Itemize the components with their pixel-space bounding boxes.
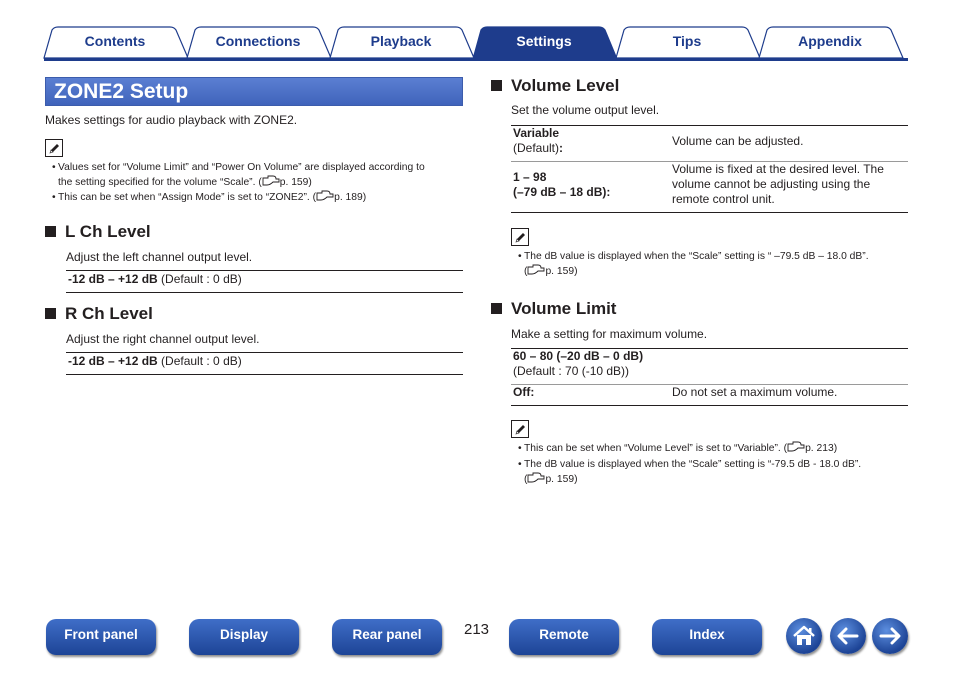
divider — [66, 352, 463, 353]
note-item — [52, 160, 425, 190]
heading-text: L Ch Level — [65, 222, 151, 241]
note-item — [518, 457, 862, 487]
volume-limit-heading — [491, 299, 616, 319]
divider — [66, 374, 463, 375]
note-line: ( — [524, 474, 528, 485]
pencil-icon — [511, 228, 529, 246]
page-title-bar — [45, 77, 463, 106]
option-name — [513, 385, 534, 400]
option-label: Off: — [513, 385, 535, 399]
option-sub-suffix: : — [559, 141, 564, 155]
l-ch-level-range — [68, 272, 242, 287]
option-label: 1 – 98 — [513, 170, 547, 184]
display-button[interactable]: Display — [189, 619, 299, 655]
option-sub: (Default) — [513, 141, 560, 155]
description-line: remote control unit. — [672, 192, 775, 206]
option-description — [672, 134, 803, 149]
description-line: volume cannot be adjusting using the — [672, 177, 871, 191]
note-item — [518, 249, 869, 279]
tab-shapes — [0, 0, 954, 64]
pencil-icon — [45, 139, 63, 157]
tab-connections[interactable]: Connections — [215, 33, 301, 49]
heading-text: Volume Level — [511, 76, 620, 95]
square-bullet-icon — [45, 226, 56, 237]
option-name — [513, 349, 643, 379]
option-sub: (Default : 70 (-10 dB)) — [513, 364, 630, 378]
r-ch-level-desc: Adjust the right channel output level. — [66, 332, 260, 346]
divider — [511, 212, 908, 213]
volume-limit-desc: Make a setting for maximum volume. — [511, 327, 708, 341]
r-ch-level-range — [68, 354, 242, 369]
bullet: • — [52, 162, 56, 173]
option-label: 60 – 80 (–20 dB – 0 dB) — [513, 349, 644, 363]
volume-level-desc: Set the volume output level. — [511, 103, 660, 117]
note-line: ( — [524, 266, 528, 277]
option-name — [513, 170, 610, 200]
option-description — [672, 162, 884, 207]
tab-playback[interactable]: Playback — [370, 33, 432, 49]
square-bullet-icon — [491, 80, 502, 91]
page-reference-icon — [527, 472, 545, 483]
heading-text: R Ch Level — [65, 304, 153, 323]
page-link[interactable]: p. 213) — [805, 443, 838, 454]
description-line: Volume is fixed at the desired level. The — [672, 162, 884, 176]
remote-button[interactable]: Remote — [509, 619, 619, 655]
page-number: 213 — [464, 621, 490, 638]
option-label: Variable — [513, 126, 560, 140]
note-line: The dB value is displayed when the “Scale” setting is “ –79.5 dB – 18.0 dB”. — [524, 251, 869, 262]
option-sub: (–79 dB – 18 dB): — [513, 185, 611, 199]
range-value: -12 dB – +12 dB — [68, 272, 158, 286]
l-ch-level-heading — [45, 222, 151, 242]
default-value: (Default : 0 dB) — [157, 354, 242, 368]
bullet: • — [52, 192, 56, 203]
square-bullet-icon — [491, 303, 502, 314]
home-icon[interactable] — [786, 618, 822, 654]
note-line: This can be set when “Volume Level” is set to “Variable”. ( — [524, 443, 788, 454]
page-title: ZONE2 Setup — [54, 80, 189, 103]
page-link[interactable]: p. 159) — [545, 474, 578, 485]
note-item — [518, 441, 838, 456]
note-line: The dB value is displayed when the “Scale” setting is “-79.5 dB - 18.0 dB”. — [524, 459, 862, 470]
divider — [66, 270, 463, 271]
r-ch-level-heading — [45, 304, 153, 324]
back-arrow-icon[interactable] — [830, 618, 866, 654]
square-bullet-icon — [45, 308, 56, 319]
description-line: Volume can be adjusted. — [672, 134, 804, 148]
page-reference-icon — [787, 441, 805, 452]
page-link[interactable]: p. 159) — [545, 266, 578, 277]
tab-settings[interactable]: Settings — [516, 33, 572, 49]
rear-panel-button[interactable]: Rear panel — [332, 619, 442, 655]
option-description: Do not set a maximum volume. — [672, 385, 838, 399]
page-reference-icon — [527, 264, 545, 275]
tab-contents[interactable]: Contents — [84, 33, 146, 49]
note-line: This can be set when “Assign Mode” is set to “ZONE2”. ( — [58, 192, 317, 203]
page-link[interactable]: p. 159) — [279, 177, 312, 188]
intro-text: Makes settings for audio playback with ZONE2. — [45, 113, 298, 127]
option-name — [513, 126, 563, 156]
index-button[interactable]: Index — [652, 619, 762, 655]
default-value: (Default : 0 dB) — [157, 272, 242, 286]
divider — [66, 292, 463, 293]
tab-tips[interactable]: Tips — [672, 33, 702, 49]
volume-level-heading — [491, 76, 619, 96]
top-tab-bar — [0, 0, 954, 64]
note-line: Values set for “Volume Limit” and “Power On Volume” are displayed according to — [58, 162, 425, 173]
divider — [511, 405, 908, 406]
bullet: • — [518, 459, 522, 470]
divider — [511, 125, 908, 126]
tab-appendix[interactable]: Appendix — [798, 33, 862, 49]
pencil-icon — [511, 420, 529, 438]
l-ch-level-desc: Adjust the left channel output level. — [66, 250, 253, 264]
forward-arrow-icon[interactable] — [872, 618, 908, 654]
front-panel-button[interactable]: Front panel — [46, 619, 156, 655]
page-reference-icon — [262, 175, 280, 186]
bullet: • — [518, 251, 522, 262]
note-item — [52, 190, 367, 205]
heading-text: Volume Limit — [511, 299, 617, 318]
note-line: the setting specified for the volume “Scale”. ( — [58, 177, 262, 188]
range-value: -12 dB – +12 dB — [68, 354, 158, 368]
page-link[interactable]: p. 189) — [334, 192, 367, 203]
page-reference-icon — [316, 190, 334, 201]
bullet: • — [518, 443, 522, 454]
